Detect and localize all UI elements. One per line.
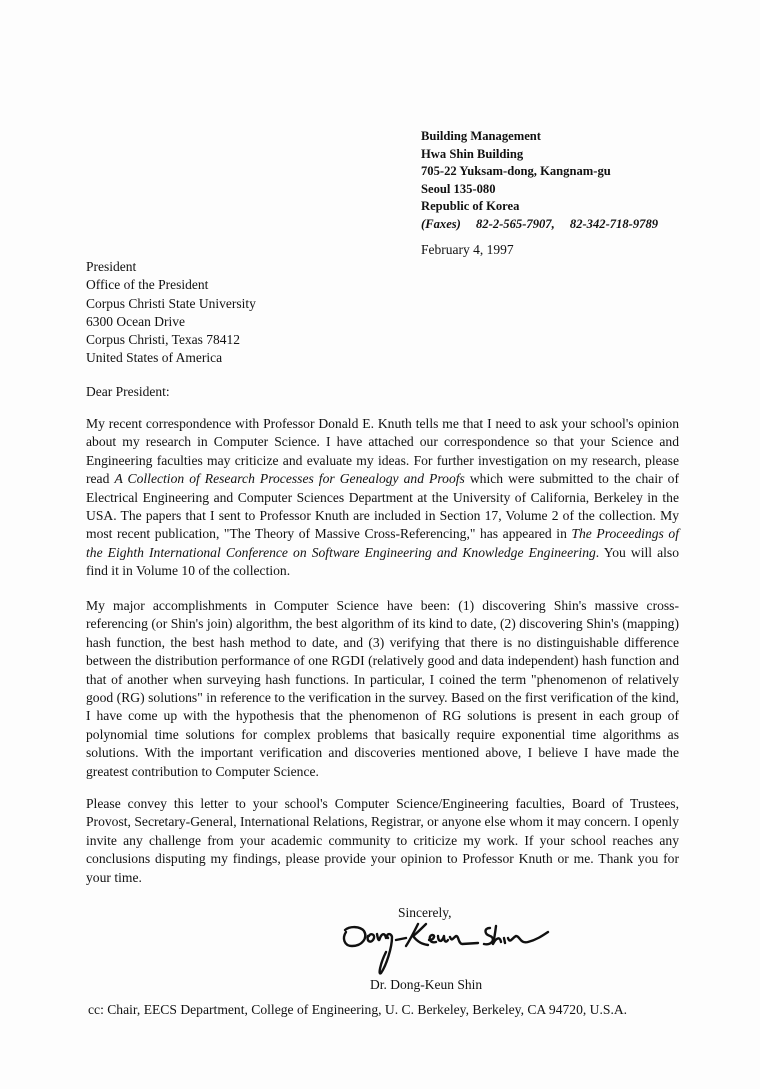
signer-name: Dr. Dong-Keun Shin bbox=[370, 977, 483, 992]
fax-number: 82-2-565-7907, bbox=[476, 216, 555, 231]
paragraph-text: which were submitted to the chair of Electrical Engineering and Computer Sciences Department at the University of California, Berkeley in the USA. The papers that I sent to Professor Knuth are included in Section 17, Volume 2 of the collection. My most recent publication, "The Theory of Massive Cross-Referencing," has appeared in bbox=[86, 471, 679, 542]
recipient-line: Office of the President bbox=[86, 277, 209, 293]
body-paragraph-3: Please convey this letter to your school's Computer Science/Engineering faculties, Board of Trustees, Provost, Secretary-General, International Relations, Registrar, or anyone else whom it may concern. I openly invite any challenge from your academic community to criticize my work. If your school reaches any conclusions disputing my findings, please provide your opinion to Professor Knuth or me. Thank you for your time. bbox=[86, 796, 679, 885]
paragraph-text: My recent correspondence with Professor Donald E. Knuth tells me that I need to ask your school's opinion about my research in Computer Science. I have attached our correspondence so that your Science and Engineering faculties may criticize and evaluate my ideas. For further investigation on my research, please read bbox=[86, 416, 679, 487]
sender-line: Republic of Korea bbox=[421, 199, 520, 214]
proceedings-title: The Proceedings of the Eighth International Conference on Software Engineering and Knowledge Engineering bbox=[86, 526, 679, 560]
sender-address-block bbox=[421, 128, 658, 234]
signature-icon bbox=[340, 918, 555, 978]
recipient-line: 6300 Ocean Drive bbox=[86, 313, 185, 329]
sender-line: Hwa Shin Building bbox=[421, 146, 524, 161]
faxes-label: (Faxes) bbox=[421, 216, 461, 231]
sender-line: 705-22 Yuksam-dong, Kangnam-gu bbox=[421, 164, 611, 179]
body-paragraph-2: My major accomplishments in Computer Science have been: (1) discovering Shin's massive cross-referencing (or Shin's join) algorithm, the best algorithm of its kind to date, (2) discovering Shin's (mapping) hash function, the best hash method to date, and (3) verifying that there is no distinguishable difference between the distribution performance of one RGDI (relatively good and data independent) hash function and that of another when surveying hash functions. In particular, I coined the term "phenomenon of relatively good (RG) solutions" in reference to the verification in the survey. Based on the first verification of the kind, I have come up with the hypothesis that the phenomenon of RG solutions is present in each group of polynomial time solutions for complex problems that basically require exponential time algorithms as solutions. With the important verification and discoveries mentioned above, I believe I have made the greatest contribution to Computer Science. bbox=[86, 598, 679, 779]
recipient-address-block bbox=[86, 258, 256, 368]
sender-line: Building Management bbox=[421, 129, 542, 143]
book-title: A Collection of Research Processes for Genealogy and Proofs bbox=[114, 471, 465, 487]
cc-line: cc: Chair, EECS Department, College of Engineering, U. C. Berkeley, Berkeley, CA 94720, U.S.A. bbox=[88, 1002, 628, 1017]
recipient-line: Corpus Christi State University bbox=[86, 295, 256, 311]
sender-line: Seoul 135-080 bbox=[421, 181, 496, 196]
letter-date: February 4, 1997 bbox=[421, 242, 514, 257]
fax-number: 82-342-718-9789 bbox=[569, 216, 659, 231]
body-paragraph-1 bbox=[86, 415, 679, 581]
salutation: Dear President: bbox=[86, 384, 170, 399]
recipient-line: Corpus Christi, Texas 78412 bbox=[86, 332, 241, 348]
recipient-line: United States of America bbox=[86, 350, 223, 366]
recipient-line: President bbox=[86, 259, 137, 274]
closing: Sincerely, bbox=[398, 905, 452, 920]
sender-faxes bbox=[421, 216, 658, 234]
paragraph-text: . You will also find it in Volume 10 of the collection. bbox=[86, 544, 680, 579]
